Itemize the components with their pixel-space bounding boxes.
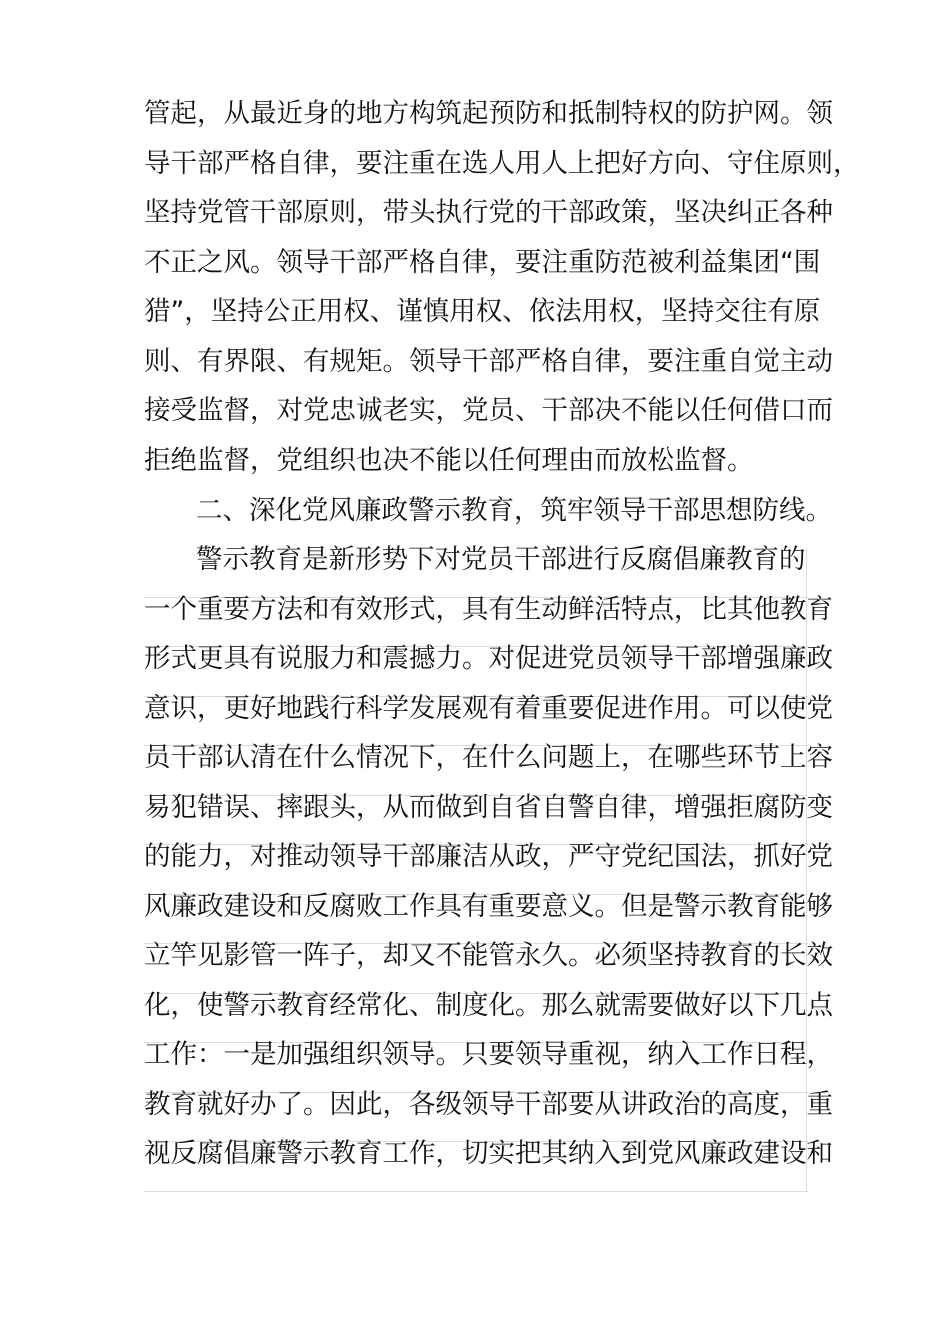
paragraph-line: 导干部严格自律，要注重在选人用人上把好方向、守住原则， [144, 148, 860, 179]
paragraph-line: 拒绝监督，党组织也决不能以任何理由而放松监督。 [144, 445, 754, 476]
paragraph-line: 视反腐倡廉警示教育工作，切实把其纳入到党风廉政建设和 [144, 1138, 833, 1169]
paragraph-line: 接受监督，对党忠诚老实，党员、干部决不能以任何借口而 [144, 395, 833, 426]
paragraph-line: 形式更具有说服力和震撼力。对促进党员领导干部增强廉政 [144, 643, 833, 674]
section-heading: 二、深化党风廉政警示教育，筑牢领导干部思想防线。 [196, 495, 832, 526]
paragraph-line: 猎”，坚持公正用权、谨慎用权、依法用权，坚持交往有原 [144, 296, 821, 327]
paragraph-line: 一个重要方法和有效形式，具有生动鲜活特点，比其他教育 [144, 594, 833, 625]
paragraph-line: 风廉政建设和反腐败工作具有重要意义。但是警示教育能够 [144, 891, 833, 922]
paragraph-line: 坚持党管干部原则，带头执行党的干部政策，坚决纠正各种 [144, 197, 833, 228]
grid-line [144, 1191, 808, 1192]
paragraph-line: 工作：一是加强组织领导。只要领导重视，纳入工作日程， [144, 1039, 833, 1070]
paragraph-line: 化，使警示教育经常化、制度化。那么就需要做好以下几点 [144, 990, 833, 1021]
paragraph-line: 员干部认清在什么情况下，在什么问题上，在哪些环节上容 [144, 742, 833, 773]
paragraph-line: 意识，更好地践行科学发展观有着重要促进作用。可以使党 [144, 693, 833, 724]
paragraph-line: 则、有界限、有规矩。领导干部严格自律，要注重自觉主动 [144, 346, 833, 377]
paragraph-line: 警示教育是新形势下对党员干部进行反腐倡廉教育的 [196, 544, 806, 575]
paragraph-line: 易犯错误、摔跟头，从而做到自省自警自律，增强拒腐防变 [144, 792, 833, 823]
paragraph-line: 的能力，对推动领导干部廉洁从政，严守党纪国法，抓好党 [144, 841, 833, 872]
paragraph-line: 立竿见影管一阵子，却又不能管永久。必须坚持教育的长效 [144, 940, 833, 971]
paragraph-line: 教育就好办了。因此，各级领导干部要从讲政治的高度，重 [144, 1089, 833, 1120]
paragraph-line: 管起，从最近身的地方构筑起预防和抵制特权的防护网。领 [144, 98, 833, 129]
paragraph-line: 不正之风。领导干部严格自律，要注重防范被利益集团“围 [144, 247, 821, 278]
